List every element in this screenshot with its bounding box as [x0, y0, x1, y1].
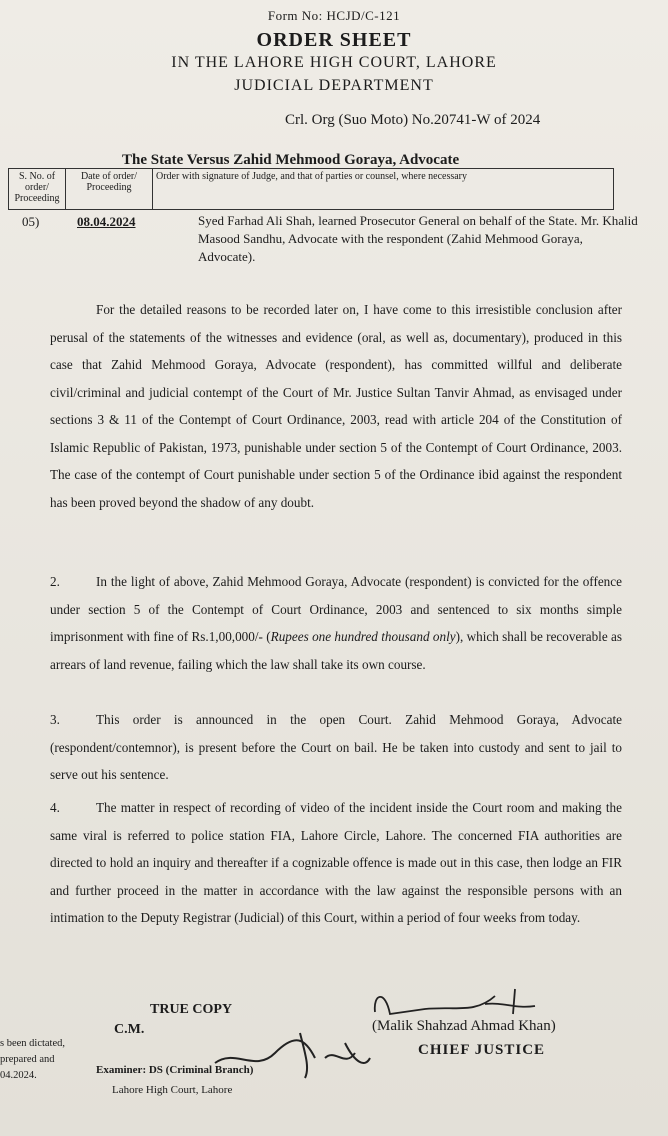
- examiner-signature: [205, 1018, 375, 1088]
- department-name: JUDICIAL DEPARTMENT: [234, 77, 434, 94]
- appearance-note: Syed Farhad Ali Shah, learned Prosecutor General on behalf of the State. Mr. Khalid Masood Sandhu, Advocate with the respondent (Zahid Mehmood Goraya, Advocate).: [198, 213, 638, 264]
- column-serial: S. No. of order/ Proceeding: [9, 169, 66, 209]
- dictation-note: s been dictated, prepared and 04.2024.: [0, 1038, 66, 1081]
- entry-date: 08.04.2024: [77, 214, 136, 229]
- order-table-header: [8, 168, 614, 210]
- document-title: ORDER SHEET: [256, 29, 412, 51]
- court-name: IN THE LAHORE HIGH COURT, LAHORE: [171, 54, 497, 71]
- column-order: Order with signature of Judge, and that of parties or counsel, where necessary: [156, 171, 468, 182]
- paragraph-2-text-b: ), which shall be recoverable as arrears of land revenue, failing which the law shall take its own course.: [50, 629, 622, 672]
- paragraph-4-text: The matter in respect of recording of video of the incident inside the Court room and making the same viral is referred to police station FIA, Lahore Circle, Lahore. The concerned FIA authorities are directed to hold an inquiry and thereafter if a cognizable offence is made out in this case, then lodge an FIR and further proceed in the matter in accordance with the law against the responsible persons with an intimation to the Deputy Registrar (Judicial) of this Court, within a period of four weeks from today.: [50, 800, 622, 925]
- entry-serial: 05): [22, 214, 40, 229]
- paragraph-3: [50, 706, 622, 789]
- paragraph-3-text: This order is announced in the open Court. Zahid Mehmood Goraya, Advocate (respondent/contemnor), is present before the Court on bail. He be taken into custody and sent to jail to serve out his sentence.: [50, 712, 622, 782]
- paragraph-3-number: 3.: [50, 712, 60, 727]
- paragraph-2: [50, 568, 622, 678]
- case-title: The State Versus Zahid Mehmood Goraya, Advocate: [122, 152, 460, 168]
- true-copy-stamp: TRUE COPY: [150, 1002, 233, 1017]
- judge-designation: CHIEF JUSTICE: [418, 1042, 546, 1058]
- form-number: Form No: HCJD/C-121: [267, 8, 401, 23]
- paragraph-1: For the detailed reasons to be recorded later on, I have come to this irresistible conclusion after perusal of the statements of the witnesses and evidence (oral, as well as, documentary), produced in this case that Zahid Mehmood Goraya, Advocate (respondent), has committed willful and deliberate civil/criminal and judicial contempt of the Court of Mr. Justice Sultan Tanvir Ahmad, as envisaged under sections 3 & 11 of the Contempt of Court Ordinance, 2003, read with article 204 of the Constitution of Islamic Republic of Pakistan, 1973, punishable under section 5 of the Contempt of Court Ordinance, 2003. The case of the contempt of Court punishable under section 5 of the Ordinance ibid against the respondent has been proved beyond the shadow of any doubt.: [50, 302, 622, 510]
- column-date: Date of order/ Proceeding: [66, 169, 153, 209]
- case-number: Crl. Org (Suo Moto) No.20741-W of 2024: [285, 112, 541, 128]
- lhc-stamp: Lahore High Court, Lahore: [112, 1084, 233, 1096]
- paragraph-2-amount-words: Rupees one hundred thousand only: [270, 629, 456, 644]
- paragraph-2-text-a: In the light of above, Zahid Mehmood Goraya, Advocate (respondent) is convicted for the offence under section 5 of the Contempt of Court Ordinance, 2003 and sentenced to six months simple imprisonment with fine of Rs.1,00,000/- (: [50, 574, 622, 644]
- cm-mark: C.M.: [114, 1022, 145, 1037]
- paragraph-2-number: 2.: [50, 574, 60, 589]
- paragraph-4-number: 4.: [50, 800, 60, 815]
- judge-name: (Malik Shahzad Ahmad Khan): [372, 1018, 556, 1034]
- paragraph-4: [50, 794, 622, 932]
- examiner-stamp: Examiner: DS (Criminal Branch): [96, 1064, 254, 1076]
